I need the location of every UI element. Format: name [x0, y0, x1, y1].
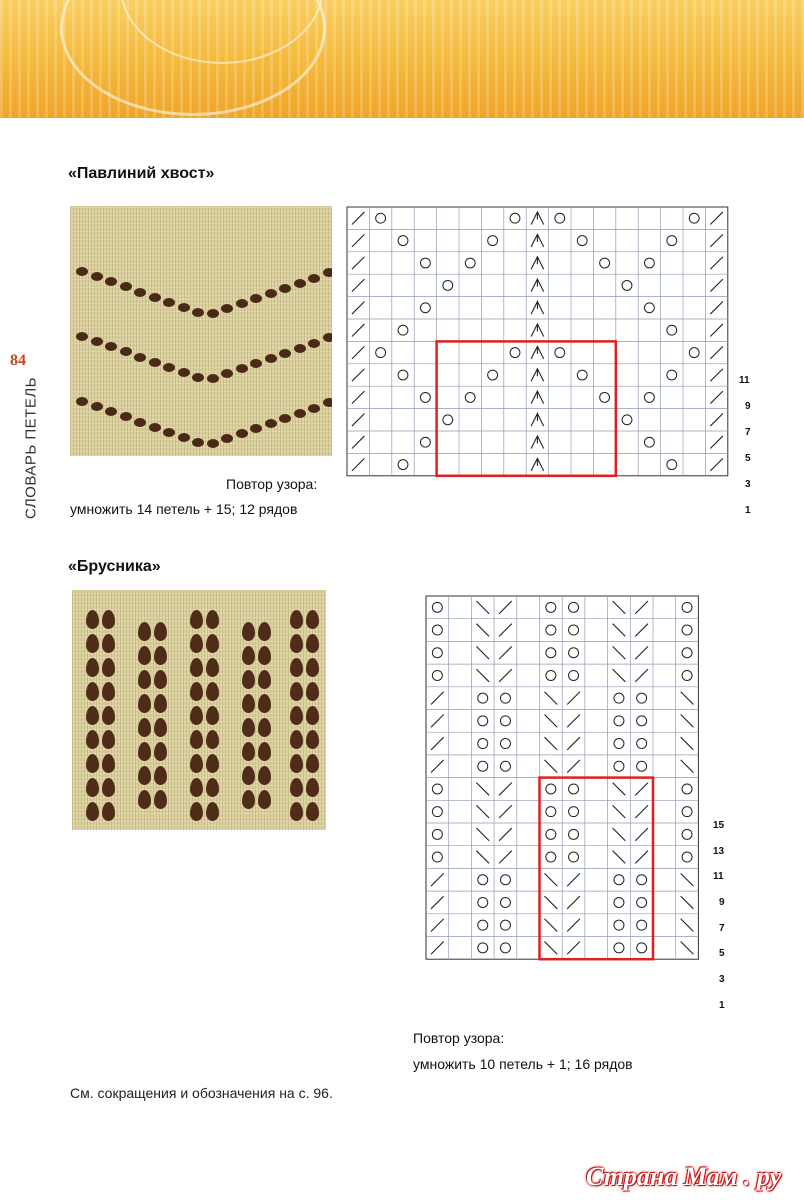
eyelet-hole [279, 349, 291, 358]
row-number: 7 [745, 427, 751, 438]
leaf-eyelet [86, 610, 99, 629]
leaf-eyelet [102, 658, 115, 677]
row-number: 11 [739, 375, 750, 386]
leaf-eyelet [86, 802, 99, 821]
eyelet-hole [250, 424, 262, 433]
leaf-eyelet [258, 670, 271, 689]
eyelet-hole [221, 304, 233, 313]
row-number: 13 [713, 846, 725, 857]
eyelet-hole [192, 308, 204, 317]
leaf-eyelet [86, 778, 99, 797]
eyelet-hole [294, 279, 306, 288]
eyelet-hole [149, 293, 161, 302]
leaf-eyelet [306, 706, 319, 725]
knit-sample-photo-peacock [70, 206, 332, 456]
eyelet-hole [265, 354, 277, 363]
eyelet-hole [149, 423, 161, 432]
leaf-eyelet [258, 718, 271, 737]
eyelet-hole [76, 267, 88, 276]
repeat-text-peacock: умножить 14 петель + 15; 12 рядов [70, 501, 298, 517]
pattern-title-lingonberry: «Брусника» [68, 558, 161, 575]
leaf-eyelet [138, 622, 151, 641]
leaf-eyelet [154, 790, 167, 809]
leaf-eyelet [206, 778, 219, 797]
leaf-eyelet [306, 802, 319, 821]
eyelet-hole [134, 288, 146, 297]
leaf-eyelet [242, 646, 255, 665]
leaf-eyelet [154, 622, 167, 641]
eyelet-hole [91, 337, 103, 346]
leaf-eyelet [102, 706, 115, 725]
leaf-eyelet [290, 730, 303, 749]
leaf-eyelet [206, 610, 219, 629]
leaf-eyelet [138, 742, 151, 761]
leaf-eyelet [242, 694, 255, 713]
eyelet-hole [221, 434, 233, 443]
row-number: 5 [719, 948, 725, 959]
eyelet-hole [207, 439, 219, 448]
row-number: 3 [719, 974, 725, 985]
section-title: СЛОВАРЬ ПЕТЕЛЬ [22, 376, 40, 520]
leaf-eyelet [306, 610, 319, 629]
leaf-eyelet [154, 718, 167, 737]
row-number: 3 [745, 479, 751, 490]
footnote: См. сокращения и обозначения на с. 96. [70, 1085, 333, 1101]
eyelet-hole [178, 368, 190, 377]
leaf-eyelet [154, 694, 167, 713]
row-number: 5 [745, 453, 751, 464]
eyelet-hole [120, 412, 132, 421]
leaf-eyelet [258, 646, 271, 665]
eyelet-hole [308, 339, 320, 348]
leaf-eyelet [102, 754, 115, 773]
row-number: 11 [713, 871, 724, 882]
page-number: 84 [10, 352, 26, 369]
leaf-eyelet [138, 766, 151, 785]
leaf-eyelet [242, 742, 255, 761]
leaf-eyelet [242, 718, 255, 737]
leaf-eyelet [138, 718, 151, 737]
eyelet-hole [294, 409, 306, 418]
leaf-eyelet [154, 670, 167, 689]
leaf-eyelet [290, 682, 303, 701]
leaf-eyelet [206, 730, 219, 749]
leaf-eyelet [206, 706, 219, 725]
row-number: 15 [713, 820, 725, 831]
eyelet-hole [134, 353, 146, 362]
eyelet-hole [250, 359, 262, 368]
eyelet-hole [265, 289, 277, 298]
leaf-eyelet [206, 802, 219, 821]
leaf-eyelet [138, 790, 151, 809]
leaf-eyelet [190, 658, 203, 677]
leaf-eyelet [190, 682, 203, 701]
eyelet-hole [163, 428, 175, 437]
eyelet-hole [265, 419, 277, 428]
leaf-eyelet [206, 754, 219, 773]
eyelet-hole [323, 398, 333, 407]
leaf-eyelet [190, 634, 203, 653]
leaf-eyelet [138, 646, 151, 665]
eyelet-hole [323, 333, 333, 342]
leaf-eyelet [258, 694, 271, 713]
eyelet-hole [323, 268, 333, 277]
leaf-eyelet [306, 634, 319, 653]
eyelet-hole [221, 369, 233, 378]
leaf-eyelet [86, 634, 99, 653]
leaf-eyelet [86, 730, 99, 749]
eyelet-hole [236, 299, 248, 308]
eyelet-hole [163, 298, 175, 307]
leaf-eyelet [154, 646, 167, 665]
leaf-eyelet [290, 778, 303, 797]
eyelet-hole [105, 277, 117, 286]
leaf-eyelet [290, 706, 303, 725]
leaf-eyelet [102, 682, 115, 701]
eyelet-hole [149, 358, 161, 367]
leaf-eyelet [190, 706, 203, 725]
eyelet-hole [192, 373, 204, 382]
eyelet-hole [308, 274, 320, 283]
leaf-eyelet [206, 634, 219, 653]
eyelet-hole [91, 402, 103, 411]
leaf-eyelet [290, 802, 303, 821]
eyelet-hole [207, 309, 219, 318]
leaf-eyelet [242, 790, 255, 809]
leaf-eyelet [86, 682, 99, 701]
leaf-eyelet [242, 622, 255, 641]
leaf-eyelet [258, 790, 271, 809]
knitting-chart-peacock [345, 205, 730, 517]
leaf-eyelet [102, 634, 115, 653]
leaf-eyelet [138, 694, 151, 713]
eyelet-hole [207, 374, 219, 383]
leaf-eyelet [258, 622, 271, 641]
leaf-eyelet [138, 670, 151, 689]
leaf-eyelet [154, 742, 167, 761]
leaf-eyelet [290, 610, 303, 629]
leaf-eyelet [290, 658, 303, 677]
eyelet-hole [308, 404, 320, 413]
row-number: 1 [745, 505, 751, 516]
eyelet-hole [105, 407, 117, 416]
repeat-label-peacock: Повтор узора: [226, 476, 318, 492]
leaf-eyelet [242, 670, 255, 689]
leaf-eyelet [190, 730, 203, 749]
leaf-eyelet [306, 682, 319, 701]
eyelet-hole [178, 433, 190, 442]
leaf-eyelet [206, 658, 219, 677]
eyelet-hole [105, 342, 117, 351]
leaf-eyelet [102, 802, 115, 821]
leaf-eyelet [306, 778, 319, 797]
leaf-eyelet [306, 730, 319, 749]
row-number: 9 [719, 897, 725, 908]
header-decor-band [0, 0, 804, 118]
site-watermark: Страна Мам . ру [586, 1162, 782, 1191]
eyelet-hole [178, 303, 190, 312]
eyelet-hole [236, 429, 248, 438]
leaf-eyelet [258, 742, 271, 761]
eyelet-hole [279, 414, 291, 423]
eyelet-hole [294, 344, 306, 353]
eyelet-hole [134, 418, 146, 427]
eyelet-hole [192, 438, 204, 447]
leaf-eyelet [306, 658, 319, 677]
leaf-eyelet [86, 706, 99, 725]
leaf-eyelet [154, 766, 167, 785]
eyelet-hole [236, 364, 248, 373]
eyelet-hole [91, 272, 103, 281]
row-number: 9 [745, 401, 751, 412]
eyelet-hole [279, 284, 291, 293]
leaf-eyelet [206, 682, 219, 701]
leaf-eyelet [190, 802, 203, 821]
leaf-eyelet [190, 778, 203, 797]
leaf-eyelet [102, 778, 115, 797]
eyelet-hole [120, 282, 132, 291]
repeat-text-lingonberry: умножить 10 петель + 1; 16 рядов [413, 1056, 633, 1072]
eyelet-hole [76, 397, 88, 406]
leaf-eyelet [190, 610, 203, 629]
knitting-chart-lingonberry [424, 594, 704, 1010]
leaf-eyelet [242, 766, 255, 785]
eyelet-hole [250, 294, 262, 303]
eyelet-hole [76, 332, 88, 341]
leaf-eyelet [86, 658, 99, 677]
leaf-eyelet [190, 754, 203, 773]
leaf-eyelet [306, 754, 319, 773]
leaf-eyelet [258, 766, 271, 785]
eyelet-hole [120, 347, 132, 356]
row-number: 7 [719, 923, 725, 934]
eyelet-hole [163, 363, 175, 372]
repeat-label-lingonberry: Повтор узора: [413, 1030, 505, 1046]
leaf-eyelet [290, 634, 303, 653]
leaf-eyelet [86, 754, 99, 773]
pattern-title-peacock: «Павлиний хвост» [68, 165, 215, 182]
leaf-eyelet [102, 610, 115, 629]
knit-sample-photo-lingonberry [72, 590, 326, 830]
leaf-eyelet [290, 754, 303, 773]
leaf-eyelet [102, 730, 115, 749]
row-number: 1 [719, 1000, 725, 1011]
